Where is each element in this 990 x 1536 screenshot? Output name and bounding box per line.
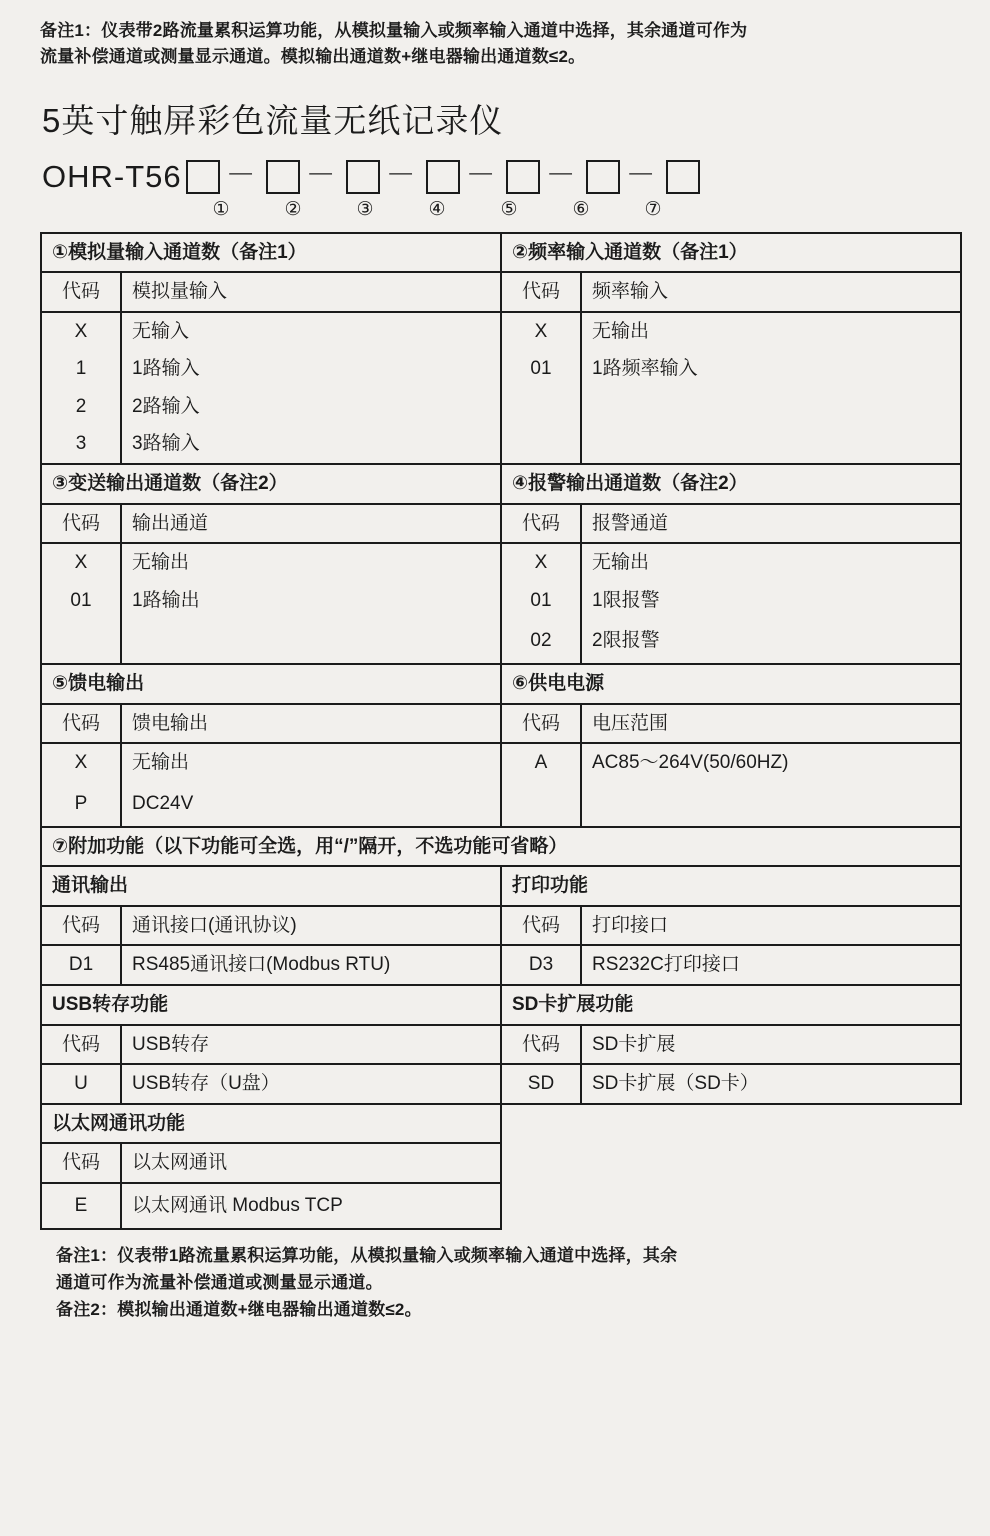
- section-3-row-3-code: [41, 619, 121, 664]
- section-4-value-header: 报警通道: [581, 504, 961, 544]
- table-row: [41, 664, 961, 704]
- model-prefix: OHR-T56: [42, 158, 182, 194]
- section-5-row-1-value: 无输出: [121, 743, 501, 782]
- top-note-line-2: 流量补偿通道或测量显示通道。模拟输出通道数+继电器输出通道数≤2。: [40, 47, 586, 67]
- section-7-group-3-left-code: E: [41, 1183, 121, 1229]
- section-3-header: ③变送输出通道数（备注2）: [41, 464, 501, 504]
- model-slot-5: [506, 160, 540, 194]
- section-1-row-4-value: 3路输入: [121, 425, 501, 464]
- model-slot-6: [586, 160, 620, 194]
- section-7-group-1-left-code: D1: [41, 945, 121, 985]
- model-marker-7: ⑦: [644, 198, 662, 220]
- table-row: [41, 906, 961, 946]
- section-6-row-2-value: [581, 782, 961, 827]
- section-7-group-2-right-code-header: 代码: [501, 1025, 581, 1065]
- section-7-group-1-left-value: RS485通讯接口(Modbus RTU): [121, 945, 501, 985]
- top-note-line-1: 备注1：仪表带2路流量累积运算功能，从模拟量输入或频率输入通道中选择，其余通道可作为: [40, 21, 748, 40]
- model-marker-2: ②: [284, 198, 302, 220]
- table-row: [41, 1064, 961, 1104]
- model-marker-3: ③: [356, 198, 374, 220]
- section-6-code-header: 代码: [501, 704, 581, 744]
- model-dash-5: －: [545, 158, 576, 192]
- section-2-row-1-code: X: [501, 312, 581, 351]
- model-slot-1: [186, 160, 220, 194]
- table-row: [41, 704, 961, 744]
- table-row: [41, 782, 961, 827]
- specification-table: [40, 232, 962, 1230]
- section-3-row-2-code: 01: [41, 582, 121, 620]
- section-1-row-3-value: 2路输入: [121, 388, 501, 426]
- table-row: [41, 1025, 961, 1065]
- section-3-row-3-value: [121, 619, 501, 664]
- model-marker-5: ⑤: [500, 198, 518, 220]
- bottom-note: [56, 1242, 956, 1324]
- section-7-group-3-right-empty-1: [501, 1143, 961, 1183]
- table-row: [41, 827, 961, 867]
- section-2-row-4-value: [581, 425, 961, 464]
- section-7-group-3-left-title: 以太网通讯功能: [41, 1104, 501, 1144]
- section-7-group-1-right-value-header: 打印接口: [581, 906, 961, 946]
- table-row: [41, 272, 961, 312]
- section-5-header: ⑤馈电输出: [41, 664, 501, 704]
- section-1-header: ①模拟量输入通道数（备注1）: [41, 233, 501, 273]
- section-7-group-2-right-title: SD卡扩展功能: [501, 985, 961, 1025]
- section-7-group-2-right-value-header: SD卡扩展: [581, 1025, 961, 1065]
- section-4-code-header: 代码: [501, 504, 581, 544]
- section-7-group-3-left-value-header: 以太网通讯: [121, 1143, 501, 1183]
- model-slot-2: [266, 160, 300, 194]
- table-row: [41, 388, 961, 426]
- table-row: [41, 945, 961, 985]
- table-row: [41, 233, 961, 273]
- section-1-code-header: 代码: [41, 272, 121, 312]
- section-6-row-1-code: A: [501, 743, 581, 782]
- section-2-row-4-code: [501, 425, 581, 464]
- section-1-row-2-value: 1路输入: [121, 350, 501, 388]
- model-marker-4: ④: [428, 198, 446, 220]
- table-row: [41, 743, 961, 782]
- table-row: [41, 619, 961, 664]
- section-6-row-2-code: [501, 782, 581, 827]
- section-2-code-header: 代码: [501, 272, 581, 312]
- section-7-group-3-left-code-header: 代码: [41, 1143, 121, 1183]
- table-row: [41, 985, 961, 1025]
- section-4-row-2-value: 1限报警: [581, 582, 961, 620]
- section-6-row-1-value: AC85～264V(50/60HZ): [581, 743, 961, 782]
- section-3-row-2-value: 1路输出: [121, 582, 501, 620]
- section-7-group-2-left-code-header: 代码: [41, 1025, 121, 1065]
- section-5-value-header: 馈电输出: [121, 704, 501, 744]
- model-dash-1: －: [225, 158, 256, 192]
- section-1-row-1-value: 无输入: [121, 312, 501, 351]
- section-2-value-header: 频率输入: [581, 272, 961, 312]
- top-note: [40, 18, 956, 71]
- section-1-value-header: 模拟量输入: [121, 272, 501, 312]
- section-7-group-2-left-value: USB转存（U盘）: [121, 1064, 501, 1104]
- section-5-row-2-code: P: [41, 782, 121, 827]
- table-row: [41, 1104, 961, 1144]
- section-7-group-3-right-empty-2: [501, 1183, 961, 1229]
- model-dash-4: －: [465, 158, 496, 192]
- table-row: [41, 866, 961, 906]
- page-title: 5英寸触屏彩色流量无纸记录仪: [42, 101, 504, 139]
- section-4-row-3-code: 02: [501, 619, 581, 664]
- section-7-group-1-right-code-header: 代码: [501, 906, 581, 946]
- section-7-group-1-left-code-header: 代码: [41, 906, 121, 946]
- bottom-note-line-2: 通道可作为流量补偿通道或测量显示通道。: [56, 1272, 383, 1292]
- section-7-group-3-right-title: [501, 1104, 961, 1144]
- section-7-group-2-left-title: USB转存功能: [41, 985, 501, 1025]
- section-2-row-2-code: 01: [501, 350, 581, 388]
- table-row: [41, 504, 961, 544]
- model-marker-row: [42, 198, 956, 224]
- model-code-row: [42, 148, 956, 194]
- table-row: [41, 543, 961, 582]
- table-row: [41, 1143, 961, 1183]
- section-4-row-1-code: X: [501, 543, 581, 582]
- section-5-code-header: 代码: [41, 704, 121, 744]
- section-7-group-1-right-title: 打印功能: [501, 866, 961, 906]
- section-7-group-1-right-code: D3: [501, 945, 581, 985]
- section-3-row-1-value: 无输出: [121, 543, 501, 582]
- model-dash-3: －: [385, 158, 416, 192]
- section-7-group-3-left-value: 以太网通讯 Modbus TCP: [121, 1183, 501, 1229]
- section-7-group-2-left-code: U: [41, 1064, 121, 1104]
- table-row: [41, 582, 961, 620]
- section-7-group-2-right-code: SD: [501, 1064, 581, 1104]
- section-7-group-1-right-value: RS232C打印接口: [581, 945, 961, 985]
- section-3-row-1-code: X: [41, 543, 121, 582]
- model-dash-2: －: [305, 158, 336, 192]
- section-1-row-1-code: X: [41, 312, 121, 351]
- model-dash-6: －: [625, 158, 656, 192]
- section-1-row-4-code: 3: [41, 425, 121, 464]
- section-4-header: ④报警输出通道数（备注2）: [501, 464, 961, 504]
- section-2-row-1-value: 无输出: [581, 312, 961, 351]
- section-4-row-2-code: 01: [501, 582, 581, 620]
- table-row: [41, 312, 961, 351]
- section-3-code-header: 代码: [41, 504, 121, 544]
- section-4-row-3-value: 2限报警: [581, 619, 961, 664]
- model-marker-6: ⑥: [572, 198, 590, 220]
- section-5-row-1-code: X: [41, 743, 121, 782]
- bottom-note-line-3: 备注2：模拟输出通道数+继电器输出通道数≤2。: [56, 1300, 422, 1320]
- section-4-row-1-value: 无输出: [581, 543, 961, 582]
- section-7-header: ⑦附加功能（以下功能可全选，用“/”隔开，不选功能可省略）: [41, 827, 961, 867]
- section-2-row-3-value: [581, 388, 961, 426]
- section-2-row-3-code: [501, 388, 581, 426]
- section-2-row-2-value: 1路频率输入: [581, 350, 961, 388]
- section-2-header: ②频率输入通道数（备注1）: [501, 233, 961, 273]
- section-7-group-2-left-value-header: USB转存: [121, 1025, 501, 1065]
- section-7-group-1-left-value-header: 通讯接口(通讯协议): [121, 906, 501, 946]
- section-3-value-header: 输出通道: [121, 504, 501, 544]
- model-slot-7: [666, 160, 700, 194]
- section-1-row-3-code: 2: [41, 388, 121, 426]
- bottom-note-line-1: 备注1：仪表带1路流量累积运算功能，从模拟量输入或频率输入通道中选择，其余: [56, 1245, 678, 1265]
- model-marker-1: ①: [212, 198, 230, 220]
- model-slot-3: [346, 160, 380, 194]
- table-row: [41, 425, 961, 464]
- table-row: [41, 350, 961, 388]
- section-5-row-2-value: DC24V: [121, 782, 501, 827]
- table-row: [41, 464, 961, 504]
- section-1-row-2-code: 1: [41, 350, 121, 388]
- section-6-header: ⑥供电电源: [501, 664, 961, 704]
- model-slot-4: [426, 160, 460, 194]
- section-7-group-1-left-title: 通讯输出: [41, 866, 501, 906]
- section-6-value-header: 电压范围: [581, 704, 961, 744]
- table-row: [41, 1183, 961, 1229]
- section-7-group-2-right-value: SD卡扩展（SD卡）: [581, 1064, 961, 1104]
